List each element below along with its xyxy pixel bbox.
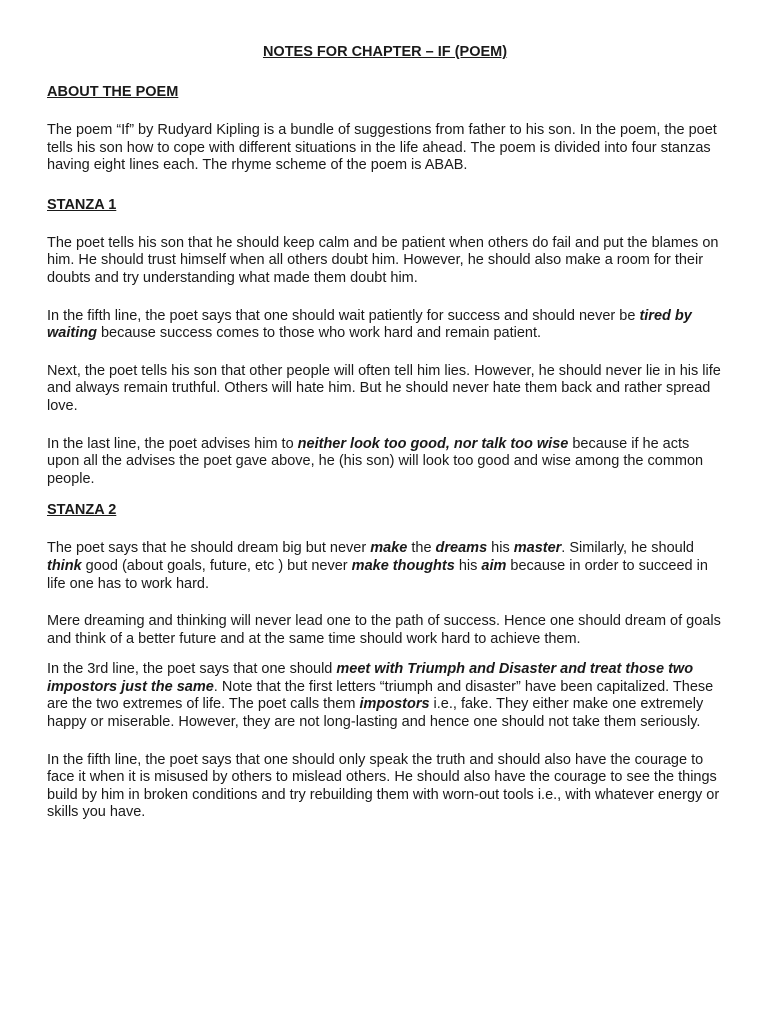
emphasis-text: master: [513, 540, 562, 557]
text-run: good (about goals, future, etc ) but never: [81, 557, 352, 574]
text-run: his: [487, 540, 514, 557]
page-title: NOTES FOR CHAPTER – IF (POEM): [262, 44, 508, 60]
emphasis-text: impostors: [359, 696, 430, 713]
emphasis-text: tired by waiting: [47, 307, 692, 342]
text-run: because success comes to those who work hard and remain patient.: [96, 325, 542, 342]
emphasis-text: neither look too good, nor talk too wise: [297, 435, 569, 452]
emphasis-text: think: [47, 557, 82, 574]
stanza1-paragraph-4: [47, 436, 723, 489]
emphasis-text: meet with Triumph and Disaster and treat those two impostors just the same: [47, 661, 694, 695]
stanza2-paragraph-1: [47, 540, 723, 593]
text-run: the: [407, 540, 436, 557]
emphasis-text: make thoughts: [351, 557, 455, 574]
stanza2-heading: STANZA 2: [47, 502, 117, 519]
stanza2-paragraph-2: Mere dreaming and thinking will never lead one to the path of success. Hence one should dream of goals and think of a better future and at the same time should work hard to achieve them.: [47, 613, 721, 647]
emphasis-text: aim: [481, 557, 507, 574]
stanza1-paragraph-3: Next, the poet tells his son that other people will often tell him lies. However, he should never lie in his life and always remain truthful. Others will hate him. But he should never hate them back and rather spread love.: [47, 362, 721, 414]
text-run: . Note that the first letters “triumph and disaster” have been capitalized. These are the two extremes of life. The poet calls them: [47, 678, 714, 713]
text-run: The poet says that he should dream big but never: [47, 540, 371, 557]
emphasis-text: dreams: [435, 540, 488, 557]
stanza1-paragraph-1: The poet tells his son that he should keep calm and be patient when others do fail and put the blames on him. He should trust himself when all others doubt him. However, he should also make a room for their doubts and try understanding what made them doubt him.: [47, 234, 719, 286]
stanza1-heading: STANZA 1: [47, 196, 117, 213]
stanza2-paragraph-3: [47, 661, 723, 731]
text-run: his: [454, 557, 482, 574]
document-page: [47, 42, 723, 822]
text-run: In the fifth line, the poet says that one should wait patiently for success and should never be: [47, 307, 640, 324]
text-run: In the last line, the poet advises him to: [47, 435, 298, 452]
text-run: because in order to succeed in life one has to work hard.: [47, 557, 708, 592]
text-run: . Similarly, he should: [561, 540, 694, 557]
emphasis-text: make: [370, 540, 408, 557]
stanza1-paragraph-2: [47, 308, 723, 343]
about-paragraph: The poem “If” by Rudyard Kipling is a bundle of suggestions from father to his son. In the poem, the poet tells his son how to cope with different situations in the life ahead. The poem is divided into four stanzas having eight lines each. The rhyme scheme of the poem is ABAB.: [47, 122, 717, 174]
about-heading: ABOUT THE POEM: [47, 84, 179, 100]
text-run: because if he acts upon all the advises the poet gave above, he (his son) will look too good and wise among the common people.: [47, 435, 704, 487]
stanza2-paragraph-4: In the fifth line, the poet says that one should only speak the truth and should also have the courage to face it when it is misused by others to mislead others. He should also have the courage to see the things build by him in broken conditions and try rebuilding them with worn-out tools i.e., with whatever energy or skills you have.: [47, 751, 720, 821]
text-run: i.e., fake. They either make one extremely happy or miserable. However, they are not long-lasting and hence one should not take them seriously.: [47, 696, 704, 731]
text-run: In the 3rd line, the poet says that one should: [47, 661, 337, 678]
